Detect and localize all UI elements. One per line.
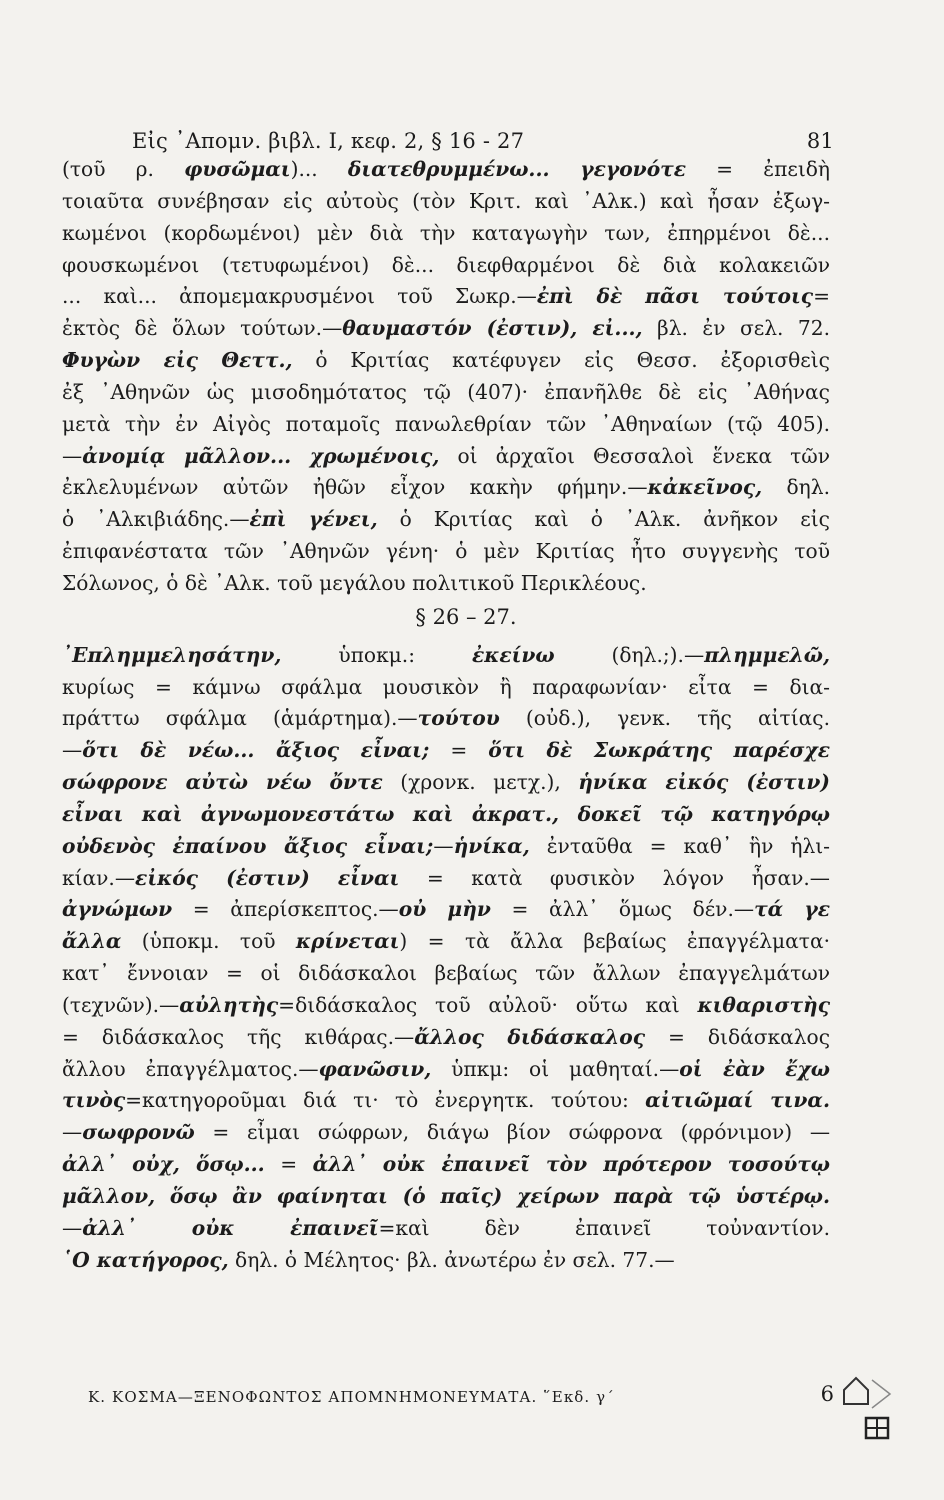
gloss-text: κυρίως = κάμνω σφάλμα μουσικὸν ἢ παραφωνίαν· εἶτα = δια- bbox=[62, 674, 830, 699]
lemma-term: ἀγνώμων bbox=[62, 897, 173, 922]
gloss-text: ὁ ᾿Αλκιβιάδης.— bbox=[62, 507, 250, 532]
page-footer bbox=[88, 1382, 834, 1409]
lemma-term: σωφρονῶ bbox=[82, 1120, 195, 1145]
text-line bbox=[62, 1213, 830, 1245]
lemma-term: ἀλλ᾿ οὐκ ἐπαινεῖ τὸν πρότερον τοσούτῳ bbox=[312, 1152, 831, 1177]
lemma-term: οἱ ἐὰν ἔχω bbox=[679, 1056, 830, 1081]
gloss-text: ὑπκμ: οἱ μαθηταί.— bbox=[431, 1056, 680, 1081]
text-line bbox=[62, 640, 830, 672]
lemma-term: ἄλλος διδάσκαλος bbox=[414, 1024, 646, 1049]
text-line bbox=[62, 377, 830, 409]
gloss-text: = διδάσκαλος bbox=[645, 1024, 831, 1049]
gloss-text: Σόλωνος, ὁ δὲ ᾿Αλκ. τοῦ μεγάλου πολιτικοῦ Περικλέους. bbox=[62, 570, 647, 595]
text-line bbox=[62, 799, 830, 831]
text-line bbox=[62, 472, 830, 504]
text-line bbox=[62, 218, 830, 250]
text-line bbox=[62, 313, 830, 345]
text-line bbox=[62, 504, 830, 536]
gloss-text: — bbox=[62, 443, 83, 468]
gloss-text: — bbox=[433, 833, 454, 858]
lemma-term: θαυμαστόν (ἐστιν), εἰ..., bbox=[342, 316, 643, 341]
text-line bbox=[62, 186, 830, 218]
lemma-term: ἀνομίᾳ μᾶλλον... χρωμένοις, bbox=[82, 443, 440, 468]
text-line bbox=[62, 926, 830, 958]
lemma-term: ἄλλα bbox=[62, 929, 122, 954]
lemma-term: Φυγὼν εἰς Θεττ., bbox=[62, 348, 293, 373]
gloss-text: (οὐδ.), γενκ. τῆς αἰτίας. bbox=[499, 706, 830, 731]
lemma-term: κιθαριστὴς bbox=[697, 992, 830, 1017]
text-line bbox=[62, 568, 830, 600]
lemma-term: ἐκείνω bbox=[471, 642, 555, 667]
gloss-text: μετὰ τὴν ἐν Αἰγὸς ποταμοῖς πανωλεθρίαν τῶν ᾿Αθηναίων (τῷ 405). bbox=[62, 411, 830, 436]
gloss-text: κίαν.— bbox=[62, 865, 136, 890]
gloss-text: § 26 – 27. bbox=[415, 604, 517, 629]
gloss-text: ) = τὰ ἄλλα βεβαίως ἐπαγγέλματα· bbox=[399, 929, 830, 954]
gloss-text: βλ. ἐν σελ. 72. bbox=[642, 316, 831, 341]
gloss-text: πράττω σφάλμα (ἁμάρτημα).— bbox=[62, 706, 418, 731]
footer-imprint: Κ. ΚΟΣΜΑ—ΞΕΝΟΦΩΝΤΟΣ ΑΠΟΜΝΗΜΟΝΕΥΜΑΤΑ. ῞Εκδ. γ´ bbox=[88, 1388, 615, 1406]
lemma-term: ὅτι δὲ Σωκράτης παρέσχε bbox=[488, 738, 830, 763]
gloss-text: = bbox=[264, 1152, 313, 1177]
gloss-text: = εἶμαι σώφρων, διάγω βίον σώφρονα (φρόνιμον) — bbox=[194, 1120, 830, 1145]
text-line bbox=[62, 863, 830, 895]
gloss-text: (δηλ.;).— bbox=[554, 642, 705, 667]
lemma-term: ἐπὶ δὲ πᾶσι τούτοις bbox=[536, 284, 814, 309]
gloss-text: δηλ. ὁ Μέλητος· βλ. ἀνωτέρω ἐν σελ. 77.— bbox=[228, 1247, 675, 1272]
text-line bbox=[62, 767, 830, 799]
running-title: Εἰς ᾿Απομν. βιβλ. Ι, κεφ. 2, § 16 - 27 bbox=[132, 129, 525, 153]
gloss-text: φουσκωμένοι (τετυφωμένοι) δὲ... διεφθαρμένοι δὲ διὰ κολακειῶν bbox=[62, 252, 830, 277]
gloss-text: ἄλλου ἐπαγγέλματος.— bbox=[62, 1056, 319, 1081]
text-line bbox=[62, 154, 830, 186]
text-line bbox=[62, 990, 830, 1022]
gloss-text: (τεχνῶν).— bbox=[62, 992, 180, 1017]
lemma-term: αἰτιῶμαί τινα. bbox=[645, 1088, 830, 1113]
text-line bbox=[62, 735, 830, 767]
text-line bbox=[62, 831, 830, 863]
lemma-term: ὅτι δὲ νέω... ἄξιος εἶναι; bbox=[82, 738, 430, 763]
text-line bbox=[62, 703, 830, 735]
text-line bbox=[62, 1245, 830, 1277]
gloss-text: ὁ Κριτίας καὶ ὁ ᾿Αλκ. ἀνῆκον εἰς bbox=[377, 507, 830, 532]
gloss-text: δηλ. bbox=[762, 475, 830, 500]
lemma-term: ἡνίκα, bbox=[453, 833, 530, 858]
gloss-text: — bbox=[62, 738, 83, 763]
lemma-term: ἀλλ᾿ οὐχ, ὅσῳ... bbox=[62, 1152, 265, 1177]
gloss-text: (χρονκ. μετχ.), bbox=[382, 770, 579, 795]
lemma-term: μᾶλλον, ὅσῳ ἂν φαίνηται (ὁ παῖς) χείρων παρὰ τῷ ὑστέρῳ. bbox=[62, 1184, 830, 1208]
gloss-text: ἐκλελυμένων αὐτῶν ἠθῶν εἶχον κακὴν φήμην.— bbox=[62, 475, 648, 500]
lemma-term: φυσῶμαι bbox=[184, 157, 291, 181]
text-line bbox=[62, 250, 830, 282]
gloss-text: = ἀλλ᾿ ὅμως δέν.— bbox=[490, 897, 755, 922]
gloss-text: ἐπιφανέστατα τῶν ᾿Αθηνῶν γένη· ὁ μὲν Κριτίας ἦτο συγγενὴς τοῦ bbox=[62, 539, 830, 564]
lemma-term: τούτου bbox=[417, 706, 500, 731]
lemma-term: ἐπὶ γένει, bbox=[249, 507, 378, 532]
lemma-term: ἡνίκα εἰκός (ἐστιν) bbox=[578, 770, 830, 795]
lemma-term: σώφρονε αὐτὼ νέω ὄντε bbox=[62, 770, 383, 795]
gloss-text: = ἀπερίσκεπτος.— bbox=[172, 897, 399, 922]
text-line bbox=[62, 1085, 830, 1117]
gloss-text: ... καὶ... ἀπομεμακρυσμένοι τοῦ Σωκρ.— bbox=[62, 284, 537, 309]
text-line bbox=[62, 1149, 830, 1181]
page-number: 81 bbox=[806, 129, 834, 153]
lemma-term: τινὸς bbox=[62, 1088, 126, 1113]
lemma-term: πλημμελῶ, bbox=[704, 642, 830, 667]
gloss-text: ἐνταῦθα = καθ᾿ ἣν ἡλι- bbox=[529, 833, 830, 858]
text-line bbox=[62, 409, 830, 441]
lemma-term: ῾Ο κατήγορος, bbox=[62, 1247, 229, 1272]
gloss-text: = bbox=[813, 284, 830, 309]
gloss-text: οἱ ἀρχαῖοι Θεσσαλοὶ ἕνεκα τῶν bbox=[439, 443, 830, 468]
gloss-text: )... bbox=[290, 157, 348, 181]
gloss-text: = ἐπειδὴ bbox=[686, 157, 830, 181]
lemma-term: κἀκεῖνος, bbox=[647, 475, 763, 500]
text-line bbox=[62, 894, 830, 926]
gloss-text: τοιαῦτα συνέβησαν εἰς αὐτοὺς (τὸν Κριτ. καὶ ᾿Αλκ.) καὶ ἦσαν ἐξωγ- bbox=[62, 188, 830, 213]
lemma-term: κρίνεται bbox=[295, 929, 400, 954]
lemma-term: οὐ μὴν bbox=[398, 897, 491, 922]
text-line bbox=[62, 1022, 830, 1054]
library-stamp-icon bbox=[838, 1364, 898, 1444]
gloss-text: = διδάσκαλος τῆς κιθάρας.— bbox=[62, 1024, 415, 1049]
gloss-text: = bbox=[429, 738, 489, 763]
gloss-text: =καὶ δὲν ἐπαινεῖ τοὐναντίον. bbox=[378, 1215, 830, 1240]
gloss-text: κωμένοι (κορδωμένοι) μὲν διὰ τὴν καταγωγὴν των, ἐπηρμένοι δὲ... bbox=[62, 220, 830, 245]
text-line bbox=[62, 536, 830, 568]
gloss-text: =κατηγοροῦμαι διά τι· τὸ ἐνεργητκ. τούτου: bbox=[125, 1088, 646, 1113]
text-line bbox=[62, 281, 830, 313]
section-heading bbox=[62, 602, 830, 634]
lemma-term: αὐλητὴς bbox=[179, 992, 279, 1017]
gloss-text: =διδάσκαλος τοῦ αὐλοῦ· οὕτω καὶ bbox=[278, 992, 698, 1017]
lemma-term: τά γε bbox=[754, 897, 830, 922]
gloss-text: (τοῦ ρ. bbox=[62, 157, 185, 181]
signature-mark: 6 bbox=[820, 1382, 834, 1406]
gloss-text: ὑποκμ.: bbox=[281, 642, 472, 667]
gloss-text: = κατὰ φυσικὸν λόγον ἦσαν.— bbox=[399, 865, 830, 890]
text-line bbox=[62, 1181, 830, 1213]
text-line bbox=[62, 672, 830, 704]
lemma-term: φανῶσιν, bbox=[318, 1056, 432, 1081]
lemma-term: οὐδενὸς ἐπαίνου ἄξιος εἶναι; bbox=[62, 833, 434, 858]
gloss-text: (ὑποκμ. τοῦ bbox=[121, 929, 296, 954]
lemma-term: εἶναι καὶ ἀγνωμονεστάτω καὶ ἀκρατ., δοκεῖ τῷ κατηγόρῳ bbox=[62, 801, 830, 826]
text-line bbox=[62, 958, 830, 990]
text-line bbox=[62, 345, 830, 377]
lemma-term: ᾿Επλημμελησάτην, bbox=[62, 642, 282, 667]
text-line bbox=[62, 1054, 830, 1086]
commentary-text bbox=[62, 154, 830, 1277]
lemma-term: ἀλλ᾿ οὐκ ἐπαινεῖ bbox=[82, 1215, 379, 1240]
gloss-text: κατ᾿ ἔννοιαν = οἱ διδάσκαλοι βεβαίως τῶν ἄλλων ἐπαγγελμάτων bbox=[62, 961, 830, 986]
lemma-term: διατεθρυμμένω... γεγονότε bbox=[347, 157, 687, 181]
text-line bbox=[62, 441, 830, 473]
lemma-term: εἰκός (ἐστιν) εἶναι bbox=[135, 865, 400, 890]
gloss-text: — bbox=[62, 1215, 83, 1240]
gloss-text: ὁ Κριτίας κατέφυγεν εἰς Θεσσ. ἐξορισθεὶς bbox=[292, 348, 830, 373]
gloss-text: ἐξ ᾿Αθηνῶν ὡς μισοδημότατος τῷ (407)· ἐπανῆλθε δὲ εἰς ᾿Αθήνας bbox=[62, 379, 830, 404]
text-line bbox=[62, 1117, 830, 1149]
gloss-text: — bbox=[62, 1120, 83, 1145]
gloss-text: ἐκτὸς δὲ ὅλων τούτων.— bbox=[62, 316, 343, 341]
